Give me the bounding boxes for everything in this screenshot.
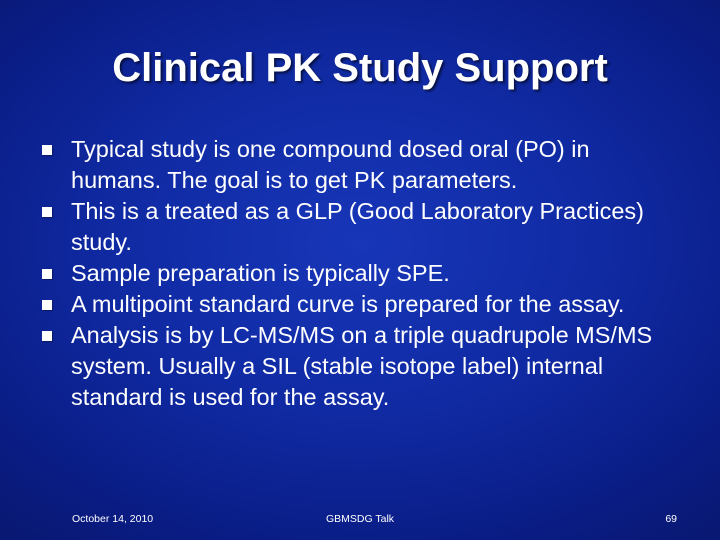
bullet-text: A multipoint standard curve is prepared for the assay. <box>71 291 625 317</box>
square-bullet-icon <box>42 331 52 341</box>
square-bullet-icon <box>42 269 52 279</box>
square-bullet-icon <box>42 300 52 310</box>
bullet-text: Typical study is one compound dosed oral (PO) in humans. The goal is to get PK parameters. <box>71 136 590 193</box>
bullet-item <box>42 289 682 320</box>
square-bullet-icon <box>42 207 52 217</box>
slide-title: Clinical PK Study Support <box>112 46 608 90</box>
footer-date: October 14, 2010 <box>72 513 154 525</box>
bullet-text: Sample preparation is typically SPE. <box>71 260 450 286</box>
slide-number: 69 <box>665 513 677 525</box>
square-bullet-icon <box>42 145 52 155</box>
bullet-item <box>42 320 682 413</box>
bullet-item <box>42 134 682 196</box>
bullet-item <box>42 196 682 258</box>
bullet-item <box>42 258 682 289</box>
footer-title: GBMSDG Talk <box>325 513 395 525</box>
bullet-text: This is a treated as a GLP (Good Laboratory Practices) study. <box>71 198 644 255</box>
bullet-text: Analysis is by LC-MS/MS on a triple quadrupole MS/MS system. Usually a SIL (stable isotope label) internal standard is used for the assay. <box>71 322 653 410</box>
bullet-list <box>42 134 682 413</box>
